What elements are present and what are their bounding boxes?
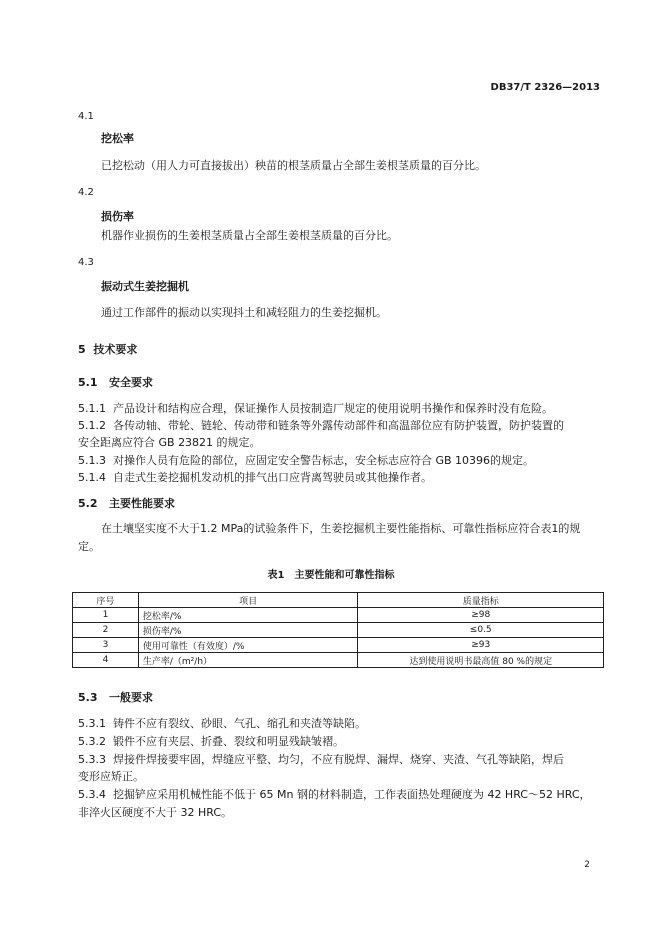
clause-text: 焊接件焊接要牢固，焊缝应平整、均匀，不应有脱焊、漏焊、烧穿、夹渣、气孔等缺陷，焊后 (113, 753, 564, 766)
section-heading-5 (78, 343, 137, 357)
table-cell: 损伤率/% (138, 623, 358, 638)
clause-5-3-4 (78, 788, 591, 802)
clause-text-continuation: 非淬火区硬度不大于 32 HRC。 (78, 806, 233, 819)
column-header: 序号 (73, 593, 139, 608)
document-code: DB37/T 2326—2013 (490, 82, 600, 93)
column-header: 项目 (138, 593, 358, 608)
term-definition: 已挖松动（用人力可直接拔出）秧苗的根茎质量占全部生姜根茎质量的百分比。 (101, 159, 486, 172)
clause-5-3-3 (78, 753, 564, 767)
section-number: 5 (78, 343, 86, 356)
performance-table (72, 592, 604, 668)
term-definition: 机器作业损伤的生姜根茎质量占全部生姜根茎质量的百分比。 (101, 229, 398, 242)
term-title: 挖松率 (101, 132, 134, 145)
clause-5-1-4 (78, 471, 432, 485)
table-cell: 4 (73, 653, 139, 668)
column-header: 质量指标 (358, 593, 604, 608)
table-cell: 达到使用说明书最高值 80 %的规定 (358, 653, 604, 668)
table-caption: 表1 主要性能和可靠性指标 (267, 570, 395, 581)
paragraph-continuation: 定。 (78, 540, 100, 553)
clause-number: 5.3.1 (78, 717, 106, 730)
table-cell: ≥98 (358, 608, 604, 623)
section-heading-5-3 (78, 691, 153, 705)
clause-text: 各传动轴、带轮、链轮、传动带和链条等外露传动部件和高温部位应有防护装置，防护装置的 (113, 419, 564, 432)
clause-5-3-1 (78, 717, 366, 731)
clause-5-1-3 (78, 454, 534, 468)
table-cell: 1 (73, 608, 139, 623)
section-heading-5-2 (78, 497, 175, 511)
clause-text-continuation: 安全距离应符合 GB 23821 的规定。 (78, 436, 261, 449)
table-row (73, 653, 604, 668)
table-cell: 挖松率/% (138, 608, 358, 623)
term-definition: 通过工作部件的振动以实现抖土和减轻阻力的生姜挖掘机。 (101, 306, 387, 319)
clause-number: 5.1.2 (78, 419, 106, 432)
table-header-row (73, 593, 604, 608)
section-number: 5.1 (78, 376, 98, 389)
clause-text: 自走式生姜挖掘机发动机的排气出口应背离驾驶员或其他操作者。 (113, 471, 432, 484)
table-cell: ≤0.5 (358, 623, 604, 638)
clause-number: 5.1.4 (78, 471, 106, 484)
term-title: 损伤率 (101, 210, 134, 223)
clause-text: 对操作人员有危险的部位，应固定安全警告标志，安全标志应符合 GB 10396的规定。 (113, 454, 535, 467)
section-number: 5.3 (78, 691, 98, 704)
section-title: 主要性能要求 (109, 497, 175, 510)
section-title: 一般要求 (109, 691, 153, 704)
clause-5-1-1 (78, 402, 553, 416)
term-title: 振动式生姜挖掘机 (101, 280, 189, 293)
clause-number: 4.2 (78, 187, 94, 198)
section-number: 5.2 (78, 497, 98, 510)
table-cell: 使用可靠性（有效度）/% (138, 638, 358, 653)
clause-number: 5.3.2 (78, 735, 106, 748)
section-heading-5-1 (78, 376, 153, 390)
clause-text: 锻件不应有夹层、折叠、裂纹和明显残缺皱褶。 (113, 735, 344, 748)
clause-number: 5.3.4 (78, 788, 106, 801)
table-row (73, 623, 604, 638)
clause-5-3-2 (78, 735, 344, 749)
table-cell: 3 (73, 638, 139, 653)
section-title: 安全要求 (109, 376, 153, 389)
clause-number: 4.3 (78, 257, 94, 268)
paragraph: 在土壤坚实度不大于1.2 MPa的试验条件下，生姜挖掘机主要性能指标、可靠性指标应符合表1的规 (101, 522, 581, 535)
clause-number: 4.1 (78, 111, 94, 122)
table-cell: 生产率/（m²/h） (138, 653, 358, 668)
clause-5-1-2 (78, 419, 564, 433)
clause-number: 5.1.1 (78, 402, 106, 415)
clause-number: 5.1.3 (78, 454, 106, 467)
table-cell: 2 (73, 623, 139, 638)
clause-text: 铸件不应有裂纹、砂眼、气孔、缩孔和夹渣等缺陷。 (113, 717, 366, 730)
clause-number: 5.3.3 (78, 753, 106, 766)
table-row (73, 638, 604, 653)
page-number: 2 (584, 860, 590, 870)
clause-text: 挖掘铲应采用机械性能不低于 65 Mn 钢的材料制造，工作表面热处理硬度为 42 HRC～52 HRC， (113, 788, 591, 801)
section-title: 技术要求 (93, 343, 138, 356)
table-row (73, 608, 604, 623)
clause-text: 产品设计和结构应合理，保证操作人员按制造厂规定的使用说明书操作和保养时没有危险。 (113, 402, 553, 415)
clause-text-continuation: 变形应矫正。 (78, 770, 144, 783)
table-cell: ≥93 (358, 638, 604, 653)
